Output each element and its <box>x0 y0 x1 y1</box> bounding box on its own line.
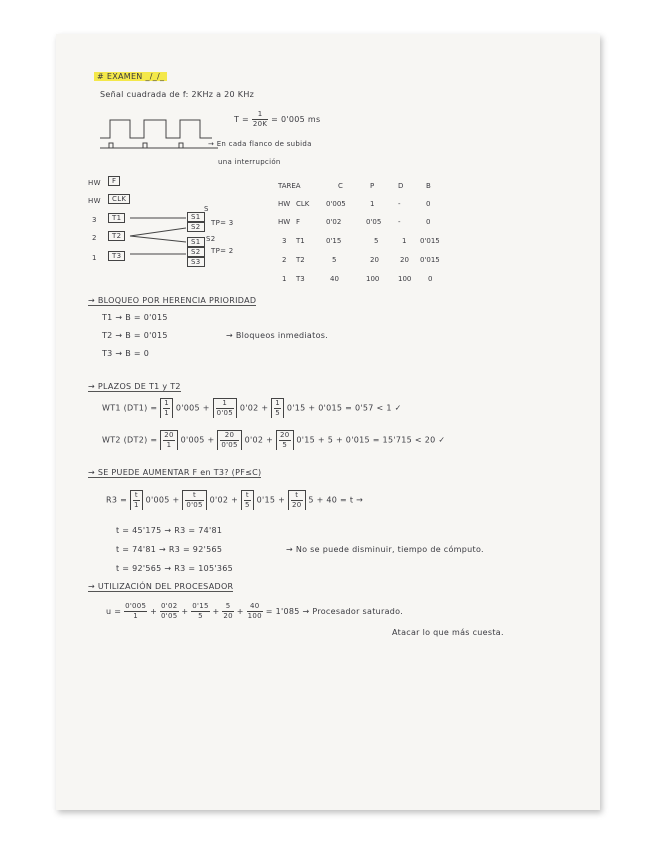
w2-equation: WT2 (DT2) = $\frac{20}{1}$ 0'005 + $\frac{20}{0'05}$ 0'02 + $\frac{20}{5}$ 0'15 + 5 + 0'015 = 15'715 < 20 ✓ <box>102 431 446 449</box>
notebook-page: # EXAMEN _/_/_ Señal cuadrada de f: 2KHz a 20 KHz T = $\frac{1}{20K}$ = 0'005 ms → En cada flanco de subida una interrupción HW F HW CLK 3 T1 2 T2 1 T3 S S1 S2 S1 S2 S3 TP= 3 S2 TP= 2 TAREA C P D B HW CLK 0'005 1 - 0 HW F 0'02 0'05 - 0 3 T1 0'15 5 1 0'015 2 T2 5 20 20 0'015 1 T3 40 100 100 0 → BLOQUEO POR HERENCIA PRIORIDAD T1 → B = 0'015 T2 → B = 0'015 → Bloqueos inmediatos. T3 → B = 0 → PLAZOS DE T1 y T2 WT1 (DT1) = $\frac{1}{1}$ 0'005 + $\frac{1}{0'05}$ 0'02 + $\frac{1}{5}$ 0'15 + 0'015 = 0'57 < 1 ✓ WT2 (DT2) = $\frac{20}{1}$ 0'005 + $\frac{20}{0'05}$ 0'02 + $\frac{20}{5}$ 0'15 + 5 + 0'015 = 15'715 < 20 ✓ → SE PUEDE AUMENTAR F en T3? (PF≤C) R3 = $\frac{t}{1}$ 0'005 + $\frac{t}{0'05}$ 0'02 + $\frac{t}{5}$ 0'15 + $\frac{t}{20}$ 5 + 40 = t → t = 45'175 → R3 = 74'81 t = 74'81 → R3 = 92'565 → No se puede disminuir, tiempo de cómputo. t = 92'565 → R3 = 105'365 → UTILIZACIÓN DEL PROCESADOR u = $\frac{0'005}{1}$ + $\frac{0'02}{0'05}$ + $\frac{0'15}{5}$ + $\frac{5}{20}$ + $\frac{40}{100}$ = 1'085 → Procesador saturado. Atacar lo que más cuesta. <box>56 34 600 810</box>
utilization-equation: u = $\frac{0'005}{1}$ + $\frac{0'02}{0'05}$ + $\frac{0'15}{5}$ + $\frac{5}{20}$ + $\frac{40}{100}$ = 1'085 → Procesador saturado. <box>106 602 404 620</box>
table-header-d: D <box>398 182 404 190</box>
blocking-title: → BLOQUEO POR HERENCIA PRIORIDAD <box>88 296 257 305</box>
task-box-4: T3 <box>108 251 125 261</box>
period-formula: T = $\frac{1}{20K}$ = 0'005 ms <box>234 110 321 128</box>
task-prio-1: HW <box>88 197 101 205</box>
blocking-note: → Bloqueos inmediatos. <box>226 331 329 340</box>
resource-box-1: S2 <box>187 222 205 232</box>
tp2-label: TP= 2 <box>211 247 234 255</box>
task-box-2: T1 <box>108 213 125 223</box>
increase-title: → SE PUEDE AUMENTAR F en T3? (PF≤C) <box>88 468 262 477</box>
table-header-b: B <box>426 182 431 190</box>
w1-equation: WT1 (DT1) = $\frac{1}{1}$ 0'005 + $\frac{1}{0'05}$ 0'02 + $\frac{1}{5}$ 0'15 + 0'015 = 0'57 < 1 ✓ <box>102 399 402 417</box>
iteration-2-note: → No se puede disminuir, tiempo de cómputo. <box>286 545 484 554</box>
intro-line: Señal cuadrada de f: 2KHz a 20 KHz <box>100 90 255 99</box>
blocking-line-1: T1 → B = 0'015 <box>102 313 168 322</box>
s2-label: S2 <box>206 235 216 243</box>
period-fraction: $\frac{1}{20K}$ <box>252 110 268 128</box>
task-box-1: CLK <box>108 194 130 204</box>
deadlines-title: → PLAZOS DE T1 y T2 <box>88 382 181 391</box>
resource-box-0: S1 <box>187 212 205 222</box>
table-header-c: C <box>338 182 343 190</box>
resource-box-3: S2 <box>187 247 205 257</box>
table-header-tarea: TAREA <box>278 182 301 190</box>
utilization-note: Atacar lo que más cuesta. <box>392 628 504 637</box>
resource-arrows <box>130 210 190 260</box>
task-prio-4: 1 <box>92 254 97 262</box>
resource-box-2: S1 <box>187 237 205 247</box>
interrupt-note-1: → En cada flanco de subida <box>208 140 312 148</box>
task-box-3: T2 <box>108 231 125 241</box>
exam-title: # EXAMEN _/_/_ <box>94 72 167 81</box>
interrupt-note-2: una interrupción <box>218 158 281 166</box>
utilization-title: → UTILIZACIÓN DEL PROCESADOR <box>88 582 234 591</box>
blocking-line-3: T3 → B = 0 <box>102 349 150 358</box>
blocking-line-2: T2 → B = 0'015 <box>102 331 168 340</box>
iteration-2: t = 74'81 → R3 = 92'565 <box>116 545 223 554</box>
tp3-label: TP= 3 <box>211 219 234 227</box>
iteration-3: t = 92'565 → R3 = 105'365 <box>116 564 234 573</box>
task-box-0: F <box>108 176 120 186</box>
task-prio-3: 2 <box>92 234 97 242</box>
task-prio-0: HW <box>88 179 101 187</box>
resource-box-4: S3 <box>187 257 205 267</box>
table-header-p: P <box>370 182 375 190</box>
iteration-1: t = 45'175 → R3 = 74'81 <box>116 526 223 535</box>
r3-equation: R3 = $\frac{t}{1}$ 0'005 + $\frac{t}{0'05}$ 0'02 + $\frac{t}{5}$ 0'15 + $\frac{t}{20}$ 5 + 40 = t → <box>106 491 364 509</box>
s-label: S <box>204 205 209 213</box>
task-prio-2: 3 <box>92 216 97 224</box>
